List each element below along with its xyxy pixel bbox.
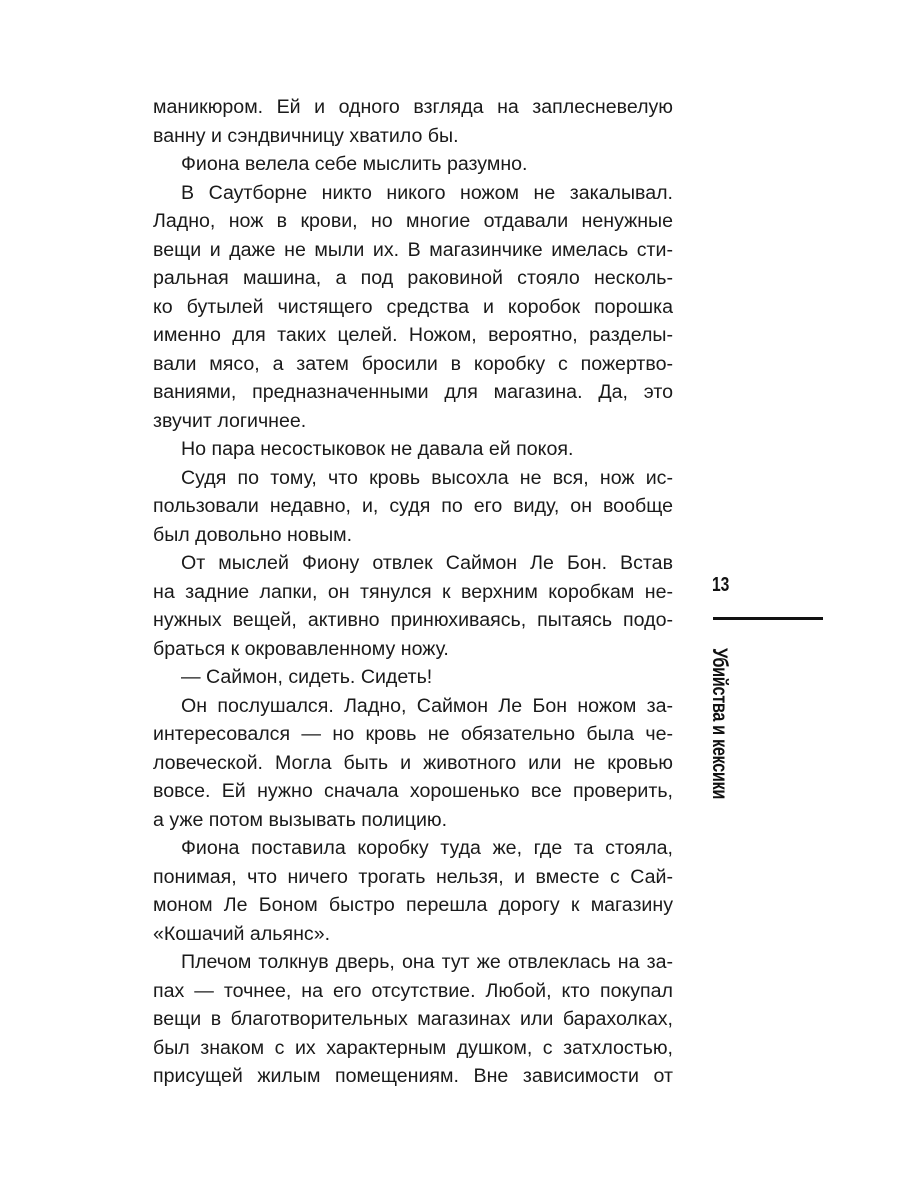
running-title-text: Убийства и кексики	[708, 648, 731, 800]
text-line: вали мясо, а затем бросили в коробку с пожертво-	[153, 352, 673, 375]
text-line: моном Ле Боном быстро перешла дорогу к магазину	[153, 894, 673, 916]
text-line: Но пара несостыковок не давала ей покоя.	[181, 438, 574, 460]
text-line: Он послушался. Ладно, Саймон Ле Бон ножом за-	[181, 694, 673, 717]
text-line: маникюром. Ей и одного взгляда на заплесневелую	[153, 96, 673, 118]
text-line: был довольно новым.	[153, 523, 353, 546]
text-line: понимая, что ничего трогать нельзя, и вместе с Сай-	[153, 865, 673, 888]
text-line: Плечом толкнув дверь, она тут же отвлеклась на за-	[181, 951, 673, 973]
text-line: В Саутборне никто никого ножом не закалывал.	[181, 181, 673, 204]
text-line: Ладно, нож в крови, но многие отдавали ненужные	[153, 210, 673, 232]
text-line: «Кошачий альянс».	[153, 922, 331, 945]
text-line: пользовали недавно, и, судя по его виду, он вообще	[153, 495, 673, 517]
page-number: 13	[712, 574, 730, 596]
text-line: вовсе. Ей нужно сначала хорошенько все проверить,	[153, 780, 673, 802]
running-title	[707, 648, 731, 842]
text-line: ловеческой. Могла быть и животного или не кровью	[153, 751, 673, 774]
text-line: Судя по тому, что кровь высохла не вся, нож ис-	[181, 466, 673, 489]
text-line: ко бутылей чистящего средства и коробок порошка	[153, 295, 673, 318]
body-text	[153, 93, 673, 1091]
text-line: ральная машина, а под раковиной стояло несколь-	[153, 267, 673, 289]
text-line: Фиона поставила коробку туда же, где та стояла,	[181, 837, 673, 859]
text-line: интересовался — но кровь не обязательно была че-	[153, 723, 673, 745]
text-line: был знаком с их характерным душком, с затхлостью,	[153, 1036, 673, 1059]
text-line: Фиона велела себе мыслить разумно.	[181, 153, 528, 175]
text-line: пах — точнее, на его отсутствие. Любой, кто покупал	[153, 979, 673, 1002]
text-line: ванну и сэндвичницу хватило бы.	[153, 124, 459, 147]
text-line: — Саймон, сидеть. Сидеть!	[181, 666, 433, 688]
text-line: на задние лапки, он тянулся к верхним коробкам не-	[153, 580, 673, 603]
text-line: От мыслей Фиону отвлек Саймон Ле Бон. Встав	[181, 552, 673, 574]
text-line: а уже потом вызывать полицию.	[153, 808, 448, 831]
text-line: именно для таких целей. Ножом, вероятно, разделы-	[153, 324, 673, 346]
header-rule	[713, 617, 823, 620]
text-line: браться к окровавленному ножу.	[153, 637, 449, 660]
text-line: нужных вещей, активно принюхиваясь, пытаясь подо-	[153, 609, 673, 631]
text-line: вещи и даже не мыли их. В магазинчике имелась сти-	[153, 238, 673, 261]
text-line: присущей жилым помещениям. Вне зависимости от	[153, 1065, 673, 1087]
text-line: звучит логичнее.	[153, 409, 307, 432]
text-line: ваниями, предназначенными для магазина. Да, это	[153, 381, 673, 403]
text-line: вещи в благотворительных магазинах или барахолках,	[153, 1008, 673, 1030]
